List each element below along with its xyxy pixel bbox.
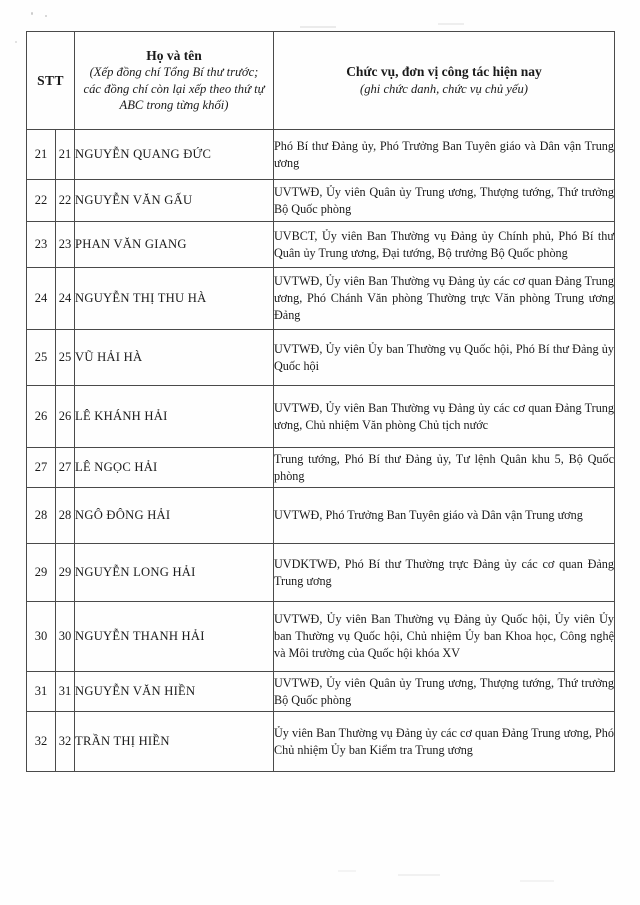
cell-index-inner: 24 [56,268,75,330]
cell-full-name: NGUYỄN VĂN HIỀN [75,672,274,712]
cell-position-description: UVTWĐ, Ủy viên Ban Thường vụ Đảng ủy các cơ quan Đảng Trung ương, Chủ nhiệm Văn phòng Chủ tịch nước [274,386,615,448]
cell-full-name: LÊ NGỌC HẢI [75,448,274,488]
scan-artifact-streak [520,880,554,882]
note-line: ABC trong từng khối) [119,98,229,113]
cell-position-description: Trung tướng, Phó Bí thư Đảng ủy, Tư lệnh Quân khu 5, Bộ Quốc phòng [274,448,615,488]
cell-index-outer: 23 [27,222,56,268]
scan-artifact-streak [398,874,440,876]
cell-position-description: Ủy viên Ban Thường vụ Đảng ủy các cơ quan Đảng Trung ương, Phó Chủ nhiệm Ủy ban Kiểm tra Trung ương [274,712,615,772]
table-header [27,32,615,130]
cell-full-name: NGÔ ĐÔNG HẢI [75,488,274,544]
cell-position-description: Phó Bí thư Đảng ủy, Phó Trưởng Ban Tuyên giáo và Dân vận Trung ương [274,130,615,180]
table-row [27,448,615,488]
cell-index-inner: 29 [56,544,75,602]
cell-index-outer: 27 [27,448,56,488]
header-row [27,32,615,130]
table-row [27,544,615,602]
cell-full-name: NGUYỄN QUANG ĐỨC [75,130,274,180]
cell-position-description: UVTWĐ, Ủy viên Ban Thường vụ Đảng ủy Quốc hội, Ủy viên Ủy ban Thường vụ Quốc hội, Chủ nhiệm Ủy ban Khoa học, Công nghệ và Môi trường của Quốc hội khóa XV [274,602,615,672]
table-row [27,330,615,386]
cell-index-inner: 23 [56,222,75,268]
cell-index-inner: 27 [56,448,75,488]
cell-index-outer: 21 [27,130,56,180]
column-header-role-note [274,81,614,97]
cell-full-name: LÊ KHÁNH HẢI [75,386,274,448]
scan-speckle [31,12,33,15]
cell-index-outer: 29 [27,544,56,602]
table-row [27,180,615,222]
column-header-role-title: Chức vụ, đơn vị công tác hiện nay [346,63,542,79]
table-row [27,386,615,448]
column-header-stt: STT [27,32,75,130]
table-row [27,672,615,712]
cell-position-description: UVBCT, Ủy viên Ban Thường vụ Đảng ủy Chính phủ, Phó Bí thư Quân ủy Trung ương, Đại tướng, Bộ trưởng Bộ Quốc phòng [274,222,615,268]
cell-index-inner: 31 [56,672,75,712]
cell-index-inner: 21 [56,130,75,180]
cell-index-outer: 24 [27,268,56,330]
cell-position-description: UVTWĐ, Ủy viên Ủy ban Thường vụ Quốc hội, Phó Bí thư Đảng ủy Quốc hội [274,330,615,386]
personnel-roster-table [26,31,615,772]
cell-full-name: NGUYỄN VĂN GẤU [75,180,274,222]
cell-index-inner: 26 [56,386,75,448]
cell-index-inner: 28 [56,488,75,544]
scan-speckle [45,15,47,17]
column-header-name [75,32,274,130]
cell-full-name: VŨ HẢI HÀ [75,330,274,386]
table-row [27,268,615,330]
scan-speckle [15,41,17,43]
table-row [27,488,615,544]
table-row [27,130,615,180]
column-header-name-title: Họ và tên [146,47,202,63]
cell-index-inner: 30 [56,602,75,672]
table-body [27,130,615,772]
scan-artifact-streak [338,870,356,872]
cell-position-description: UVTWĐ, Ủy viên Quân ủy Trung ương, Thượng tướng, Thứ trưởng Bộ Quốc phòng [274,180,615,222]
table-row [27,602,615,672]
cell-index-outer: 30 [27,602,56,672]
cell-index-inner: 32 [56,712,75,772]
column-header-role [274,32,615,130]
cell-position-description: UVDKTWĐ, Phó Bí thư Thường trực Đảng ủy các cơ quan Đảng Trung ương [274,544,615,602]
note-line: các đồng chí còn lại xếp theo thứ tự [83,81,265,96]
column-header-name-note [75,64,273,113]
cell-full-name: TRẦN THỊ HIỀN [75,712,274,772]
cell-index-inner: 22 [56,180,75,222]
cell-index-outer: 26 [27,386,56,448]
scan-artifact-streak [438,23,464,25]
cell-index-outer: 22 [27,180,56,222]
cell-index-outer: 31 [27,672,56,712]
cell-position-description: UVTWĐ, Ủy viên Ban Thường vụ Đảng ủy các cơ quan Đảng Trung ương, Phó Chánh Văn phòng Thường trực Văn phòng Trung ương Đảng [274,268,615,330]
cell-full-name: NGUYỄN LONG HẢI [75,544,274,602]
cell-index-outer: 32 [27,712,56,772]
table-row [27,712,615,772]
cell-full-name: NGUYỄN THỊ THU HÀ [75,268,274,330]
cell-position-description: UVTWĐ, Phó Trưởng Ban Tuyên giáo và Dân vận Trung ương [274,488,615,544]
cell-full-name: NGUYỄN THANH HẢI [75,602,274,672]
note-line: (Xếp đồng chí Tổng Bí thư trước; [89,65,259,80]
cell-index-outer: 28 [27,488,56,544]
scan-artifact-streak [300,26,336,28]
cell-full-name: PHAN VĂN GIANG [75,222,274,268]
cell-index-inner: 25 [56,330,75,386]
table-row [27,222,615,268]
cell-position-description: UVTWĐ, Ủy viên Quân ủy Trung ương, Thượng tướng, Thứ trưởng Bộ Quốc phòng [274,672,615,712]
note-line: (ghi chức danh, chức vụ chủ yếu) [360,81,528,96]
cell-index-outer: 25 [27,330,56,386]
